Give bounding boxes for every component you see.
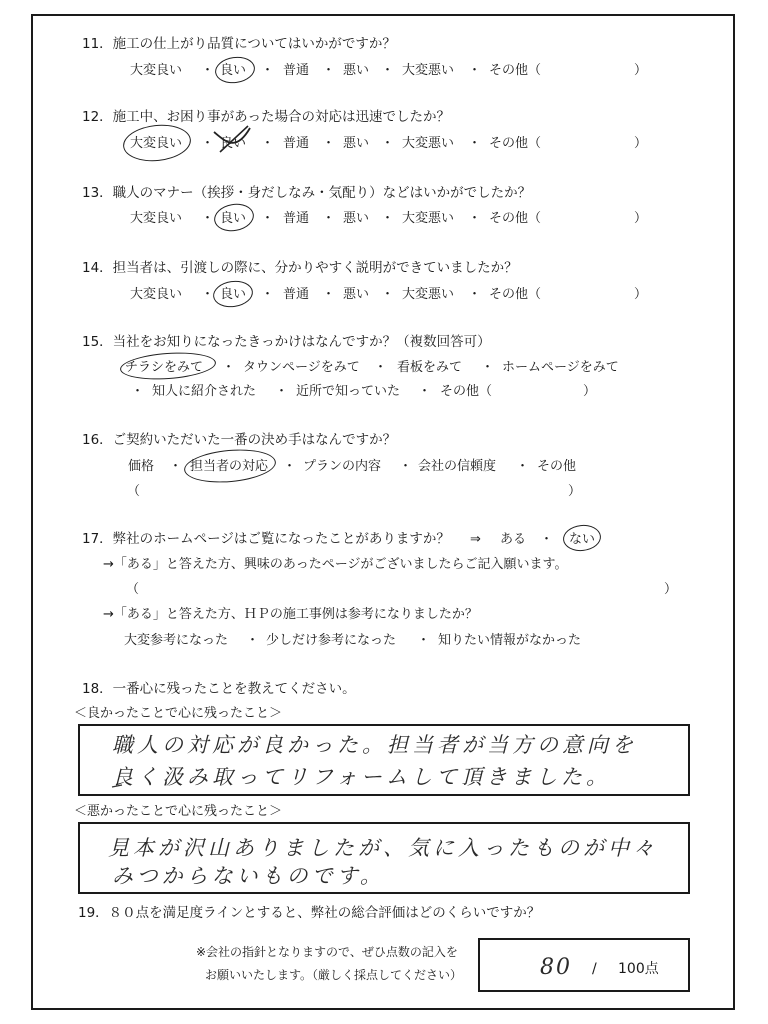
q13-sep: ・ [261,211,275,226]
q11-option-average[interactable]: 普通 [283,63,310,78]
q19-score-slash: / [592,961,597,977]
q17-arrow: ⇒ [470,532,481,547]
q15-option-referral[interactable]: 知人に紹介された [152,384,257,399]
q17-sub1: →「ある」と答えた方、興味のあったページがございましたらご記入願います。 [103,557,568,572]
q14-close-paren: ） [634,287,648,302]
q16-option-staff-response[interactable]: 担当者の対応 [190,459,269,474]
q17-close-paren: ） [664,582,678,597]
q13-sep: ・ [201,211,215,226]
q13-sep: ・ [381,211,395,226]
q12-sep: ・ [381,136,395,151]
q15-option-flyer[interactable]: チラシをみて [125,360,204,375]
q16-open-paren: （ [127,484,141,499]
q14-question: 14．担当者は、引渡しの際に、分かりやすく説明ができていましたか？ [82,260,518,276]
q13-option-bad[interactable]: 悪い [343,211,370,226]
q18-good-label: ＜良かったことで心に残ったこと＞ [74,706,283,721]
q14-option-good[interactable]: 良い [220,287,247,302]
q17-open-paren: （ [126,582,140,597]
q13-option-very-good[interactable]: 大変良い [130,211,183,226]
q11-sep: ・ [468,63,482,78]
q16-sep: ・ [169,459,183,474]
q17-question: 17．弊社のホームページはご覧になったことがありますか？ [82,531,450,547]
q16-option-reliability[interactable]: 会社の信頼度 [418,459,497,474]
q17-sep: ・ [540,532,554,547]
q15-option-town-pages[interactable]: タウンページをみて [243,360,360,375]
q15-sep: ・ [374,360,388,375]
q16-option-other[interactable]: その他 [537,459,577,474]
q15-close-paren: ） [583,384,597,399]
q13-close-paren: ） [634,211,648,226]
q14-sep: ・ [322,287,336,302]
q14-sep: ・ [381,287,395,302]
q13-sep: ・ [322,211,336,226]
q11-sep: ・ [381,63,395,78]
q11-option-other[interactable]: その他（ [489,63,542,78]
q12-option-average[interactable]: 普通 [283,136,310,151]
q15-sep: ・ [131,384,145,399]
q19-score-value: 80 [540,955,572,980]
q11-sep: ・ [201,63,215,78]
q13-option-very-bad[interactable]: 大変悪い [402,211,455,226]
q15-sep: ・ [418,384,432,399]
q13-option-average[interactable]: 普通 [283,211,310,226]
q17-option-yes[interactable]: ある [500,532,527,547]
q17-sep: ・ [417,633,431,648]
q19-score-max: 100点 [618,961,659,977]
q15-option-neighborhood[interactable]: 近所で知っていた [296,384,401,399]
q11-option-bad[interactable]: 悪い [343,63,370,78]
q12-question: 12．施工中、お困り事があった場合の対応は迅速でしたか？ [82,109,451,125]
q13-sep: ・ [468,211,482,226]
q18-bad-answer-line1: 見本が沢山ありましたが、気に入ったものが中々 [108,836,658,860]
q15-sep: ・ [481,360,495,375]
q12-sep: ・ [468,136,482,151]
q14-sep: ・ [201,287,215,302]
q14-sep: ・ [468,287,482,302]
q18-bad-label: ＜悪かったことで心に残ったこと＞ [74,804,283,819]
q12-sep: ・ [322,136,336,151]
q11-option-good[interactable]: 良い [220,63,247,78]
q15-option-signboard[interactable]: 看板をみて [397,360,463,375]
q11-close-paren: ） [634,63,648,78]
q16-sep: ・ [283,459,297,474]
q13-question: 13．職人のマナー（挨拶・身だしなみ・気配り）などはいかがでしたか？ [82,185,532,201]
q12-sep: ・ [201,136,215,151]
q15-sep: ・ [275,384,289,399]
q15-sep: ・ [222,360,236,375]
q18-bad-answer-line2: みつからないものです。 [112,864,385,888]
q18-question: 18．一番心に残ったことを教えてください。 [82,681,356,697]
q19-note-line2: お願いいたします。（厳しく採点してください） [205,968,463,982]
q14-option-very-good[interactable]: 大変良い [130,287,183,302]
q13-option-other[interactable]: その他（ [489,211,542,226]
q14-option-bad[interactable]: 悪い [343,287,370,302]
q17-sub2: →「ある」と答えた方、ＨＰの施工事例は参考になりましたか？ [103,607,478,622]
q16-sep: ・ [516,459,530,474]
q12-option-bad[interactable]: 悪い [343,136,370,151]
q17-option-no[interactable]: ない [569,532,596,547]
q11-option-very-bad[interactable]: 大変悪い [402,63,455,78]
q12-option-very-good[interactable]: 大変良い [130,136,183,151]
q11-option-very-good[interactable]: 大変良い [130,63,183,78]
q17-option-slightly-helpful[interactable]: 少しだけ参考になった [266,633,397,648]
q15-question: 15．当社をお知りになったきっかけはなんですか？（複数回答可） [82,334,491,350]
q14-option-average[interactable]: 普通 [283,287,310,302]
q15-option-other[interactable]: その他（ [440,384,493,399]
q18-good-answer-line1: 職人の対応が良かった。担当者が当方の意向を [112,733,637,757]
q17-option-very-helpful[interactable]: 大変参考になった [124,633,229,648]
q17-option-not-helpful[interactable]: 知りたい情報がなかった [438,633,582,648]
q15-option-homepage[interactable]: ホームページをみて [502,360,619,375]
q19-question: 19．８０点を満足度ラインとすると、弊社の総合評価はどのくらいですか？ [78,905,541,921]
q16-close-paren: ） [568,484,582,499]
q19-note-line1: ※会社の指針となりますので、ぜひ点数の記入を [196,945,458,959]
q12-close-paren: ） [634,136,648,151]
q14-sep: ・ [261,287,275,302]
q12-option-good[interactable]: 良い [220,136,247,151]
q16-sep: ・ [399,459,413,474]
q16-option-price[interactable]: 価格 [128,459,155,474]
q13-option-good[interactable]: 良い [220,211,247,226]
q12-sep: ・ [261,136,275,151]
q14-option-other[interactable]: その他（ [489,287,542,302]
q17-sep: ・ [246,633,260,648]
q16-question: 16．ご契約いただいた一番の決め手はなんですか？ [82,432,397,448]
q14-option-very-bad[interactable]: 大変悪い [402,287,455,302]
q16-option-plan[interactable]: プランの内容 [303,459,382,474]
q12-option-other[interactable]: その他（ [489,136,542,151]
q11-sep: ・ [261,63,275,78]
q11-sep: ・ [322,63,336,78]
q18-good-answer-line2: 良く汲み取ってリフォームして頂きました。 [112,765,611,789]
q12-option-very-bad[interactable]: 大変悪い [402,136,455,151]
q11-question: 11．施工の仕上がり品質についてはいかがですか？ [82,36,396,52]
